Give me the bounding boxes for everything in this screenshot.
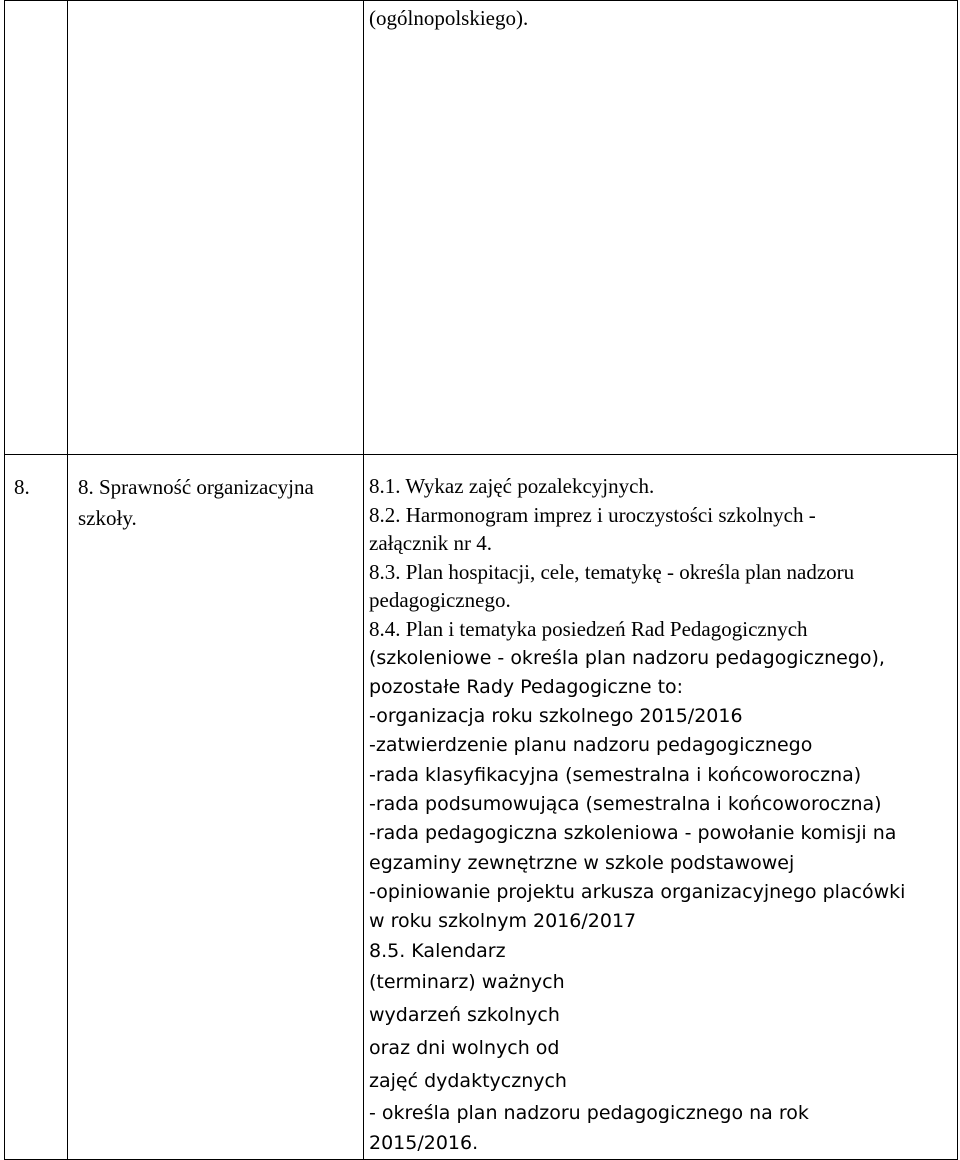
content-line: 8.1. Wykaz zajęć pozalekcyjnych. <box>369 474 655 498</box>
number-cell-empty <box>5 1 68 455</box>
table-row-section-8 <box>5 455 958 1160</box>
content-line: egzaminy zewnętrzne w szkole podstawowej <box>369 851 795 874</box>
content-line: -rada klasyfikacyjna (semestralna i końcoworoczna) <box>369 763 862 786</box>
content-line: wydarzeń szkolnych <box>369 1003 560 1026</box>
content-line: pedagogicznego. <box>369 588 511 613</box>
content-line: -organizacja roku szkolnego 2015/2016 <box>369 705 743 728</box>
content-line: pozostałe Rady Pedagogiczne to: <box>369 675 684 698</box>
section-number: 8. <box>14 475 30 499</box>
section-content <box>364 455 957 1158</box>
content-line: zajęć dydaktycznych <box>369 1069 567 1092</box>
content-line: 8.4. Plan i tematyka posiedzeń Rad Pedagogicznych <box>369 616 808 641</box>
content-line: załącznik nr 4. <box>369 531 493 556</box>
area-cell <box>68 455 364 1160</box>
content-line: - określa plan nadzoru pedagogicznego na rok <box>369 1101 809 1124</box>
content-line: 2015/2016. <box>369 1131 479 1154</box>
document-table <box>4 0 958 1160</box>
number-cell <box>5 455 68 1160</box>
content-line: 8.5. Kalendarz <box>369 939 506 962</box>
content-line: -opiniowanie projektu arkusza organizacyjnego placówki <box>369 880 906 903</box>
content-cell <box>364 455 958 1160</box>
area-cell-empty <box>68 1 364 455</box>
section-area-title: 8. Sprawność organizacyjna szkoły. <box>78 475 314 530</box>
document-table-wrapper <box>4 0 957 1157</box>
table-row-continuation <box>5 1 958 455</box>
content-cell-continuation <box>364 1 958 455</box>
content-line: -rada podsumowująca (semestralna i końcoworoczna) <box>369 793 882 816</box>
content-line: oraz dni wolnych od <box>369 1036 560 1059</box>
content-line: w roku szkolnym 2016/2017 <box>369 910 637 933</box>
content-line: (szkoleniowe - określa plan nadzoru pedagogicznego), <box>369 646 885 669</box>
content-line: (terminarz) ważnych <box>369 970 565 993</box>
continuation-text: (ogólnopolskiego). <box>369 6 529 30</box>
content-line: -zatwierdzenie planu nadzoru pedagogicznego <box>369 734 813 757</box>
content-line: 8.3. Plan hospitacji, cele, tematykę - określa plan nadzoru <box>369 559 855 584</box>
content-line: 8.2. Harmonogram imprez i uroczystości szkolnych - <box>369 502 816 527</box>
content-line: -rada pedagogiczna szkoleniowa - powołanie komisji na <box>369 822 897 845</box>
